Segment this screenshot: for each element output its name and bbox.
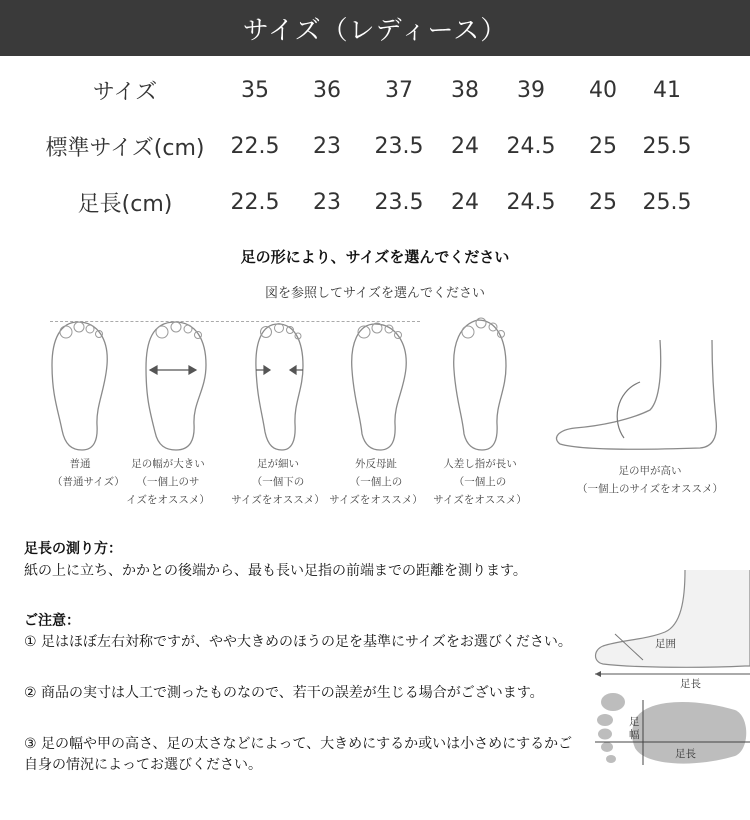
table-cell: 23.5	[374, 189, 424, 215]
table-cell: 38	[451, 77, 479, 103]
row-label: サイズ	[92, 79, 158, 105]
length-label-side: 足長	[680, 678, 701, 690]
table-cell: 35	[241, 77, 269, 103]
foot-type-caption: 人差し指が長い （一個上の サイズをオススメ）	[433, 458, 527, 506]
normal-foot-icon	[52, 322, 107, 450]
table-cell: 24.5	[506, 189, 556, 215]
table-cell: 41	[653, 77, 681, 103]
foot-type-caption: 普通 （普通サイズ）	[52, 458, 125, 488]
note-item: ① 足はほぼ左右対称ですが、やや大きめのほうの足を基準にサイズをお選びください。	[24, 634, 572, 650]
table-cell: 23	[313, 133, 341, 159]
footprint-icon	[597, 693, 746, 764]
page-header	[0, 0, 750, 56]
table-cell: 37	[385, 77, 413, 103]
table-cell: 25	[589, 133, 617, 159]
measurement-text: 紙の上に立ち、かかとの後端から、最も長い足指の前端までの距離を測ります。	[24, 563, 527, 579]
table-cell: 22.5	[230, 189, 280, 215]
table-cell: 25	[589, 189, 617, 215]
high-instep-foot-icon	[556, 340, 716, 449]
measurement-diagram	[585, 570, 750, 780]
table-cell: 36	[313, 77, 341, 103]
table-cell: 23.5	[374, 133, 424, 159]
foot-type-caption: 足の甲が高い （一個上のサイズをオススメ）	[576, 465, 724, 495]
table-cell: 40	[589, 77, 617, 103]
wide-foot-icon	[146, 322, 206, 450]
side-foot-icon	[596, 570, 750, 667]
foot-shapes	[0, 310, 750, 460]
foot-guide-subtitle: 図を参照してサイズを選んでください	[265, 286, 485, 301]
row-label: 標準サイズ(cm)	[45, 135, 205, 161]
table-cell: 23	[313, 189, 341, 215]
table-cell: 24.5	[506, 133, 556, 159]
length-label-bottom: 足長	[675, 748, 696, 760]
table-cell: 22.5	[230, 133, 280, 159]
foot-type-caption: 外反母趾 （一個上の サイズをオススメ）	[329, 458, 423, 506]
notes-title: ご注意：	[24, 613, 80, 629]
note-item: ③ 足の幅や甲の高さ、足の太さなどによって、大きめにするか或いは小さめにするかご自身の情況によってお選びください。	[24, 736, 573, 773]
narrow-foot-icon	[256, 324, 303, 450]
bunion-foot-icon	[352, 324, 407, 450]
page-title: サイズ（レディース）	[242, 15, 508, 46]
table-cell: 24	[451, 189, 479, 215]
girth-label: 足囲	[655, 638, 676, 650]
table-cell: 25.5	[642, 133, 692, 159]
long-toe-foot-icon	[454, 320, 506, 450]
foot-type-caption: 足の幅が大きい （一個上のサ イズをオススメ）	[126, 458, 210, 506]
table-cell: 24	[451, 133, 479, 159]
note-item: ② 商品の実寸は人工で測ったものなので、若干の誤差が生じる場合がございます。	[24, 685, 544, 701]
foot-guide-title: 足の形により、サイズを選んでください	[240, 248, 510, 266]
table-cell: 25.5	[642, 189, 692, 215]
row-label: 足長(cm)	[77, 191, 173, 217]
foot-type-caption: 足が細い （一個下の サイズをオススメ）	[231, 458, 325, 506]
instep-arc-icon	[617, 382, 640, 438]
width-label: 足幅	[629, 716, 640, 741]
measurement-title: 足長の測り方：	[24, 541, 122, 557]
table-cell: 39	[517, 77, 545, 103]
